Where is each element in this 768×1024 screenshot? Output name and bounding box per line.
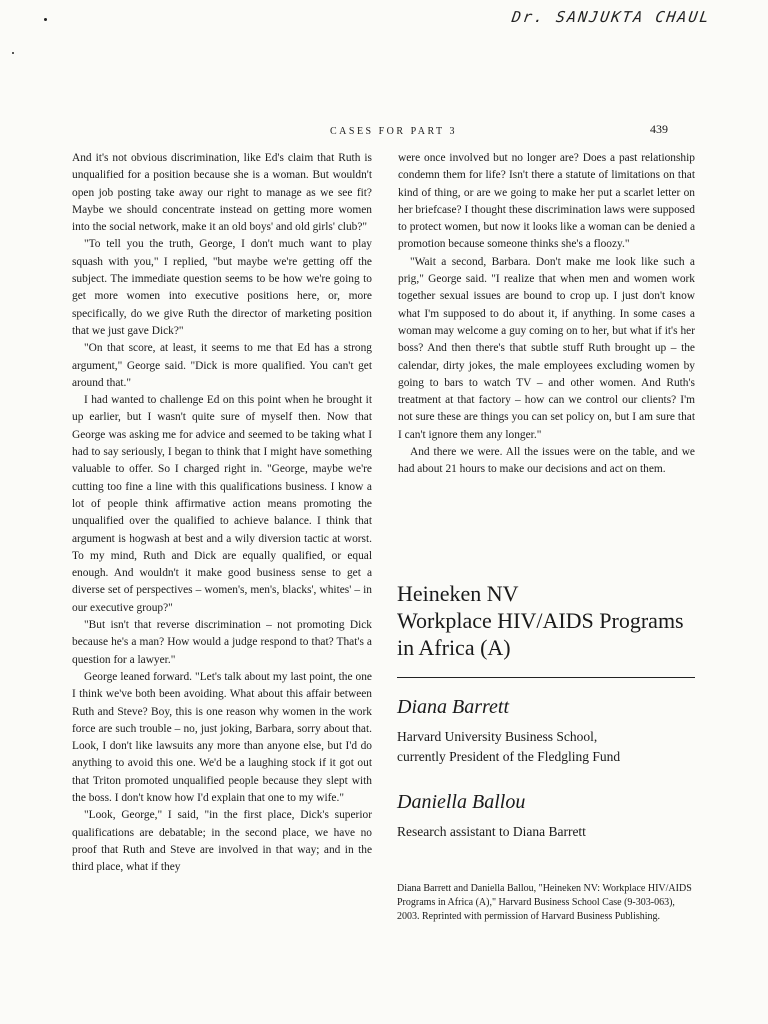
case-heading-block xyxy=(397,580,697,924)
paragraph: "But isn't that reverse discrimination – not promoting Dick because he's a man? How would a judge respond to that? That's a question for a lawyer." xyxy=(72,619,372,666)
paragraph: I had wanted to challenge Ed on this point when he brought it up earlier, but I wasn't quite sure of myself then. Now that George was asking me for advice and seemed to be taking what I had to say seriously, I began to think that I might have something valuable to offer. So I charged right in. "George, maybe we're cutting too fine a line with this qualifications business. I know a lot of people think affirmative action means promoting the unqualified over the qualified to achieve balance. I think that argument is hogwash at best and a wily diversion tactic at worst. To my mind, Ruth and Dick are equally qualified, or equal enough. And wouldn't it make good business sense to get a diverse set of perspectives – women's, men's, blacks', whites' – in our executive group?" xyxy=(72,394,372,614)
author-name: Diana Barrett xyxy=(397,696,510,718)
case-title-line: Workplace HIV/AIDS Programs xyxy=(397,608,684,633)
paragraph: George leaned forward. "Let's talk about my last point, the one I think we've both been avoiding. What about this affair between Ruth and Steve? Boy, this is one reason why women in the work force are such trouble – no, just joking, Barbara, sorry about that. Look, I don't like lawsuits any more than anyone else, but I'd do anything to avoid this one. We'd be a laughing stock if it got out that Triton promoted unqualified people because they slept with the boss. I don't know how I'd explain that one to my wife." xyxy=(72,670,372,804)
author-affiliation xyxy=(397,727,697,767)
paragraph: "Look, George," I said, "in the first place, Dick's superior qualifications are debatable; in the second place, we have no proof that Ruth and Steve are involved in that way; and in the third place, what if they xyxy=(72,809,372,874)
case-title-line: in Africa (A) xyxy=(397,635,511,660)
divider-rule xyxy=(397,677,695,678)
handwritten-note: Dr. SANJUKTA CHAUL xyxy=(510,8,712,26)
author-name: Daniella Ballou xyxy=(397,791,526,813)
case-title xyxy=(397,580,697,661)
paragraph: And it's not obvious discrimination, like Ed's claim that Ruth is unqualified for a position because she is a woman. But wouldn't open job posting take away our right to manage as we see fit? Maybe we should concentrate instead on getting more women into the social network, make it an old boys' and old girls' club?" xyxy=(72,152,372,234)
paragraph: "On that score, at least, it seems to me that Ed has a strong argument," George said. "Dick is more qualified. You can't get around that." xyxy=(72,342,372,389)
scan-speck xyxy=(44,18,47,21)
case-title-line: Heineken NV xyxy=(397,581,519,606)
reprint-credit: Diana Barrett and Daniella Ballou, "Heineken NV: Workplace HIV/AIDS Programs in Africa (A)," Harvard Business School Case (9-303-063), 2003. Reprinted with permission of Harvard Business Publishing. xyxy=(397,883,692,922)
scan-speck xyxy=(12,52,14,54)
paragraph: "To tell you the truth, George, I don't much want to play squash with you," I replied, "but maybe we're getting off the subject. The immediate question seems to be how we're going to get more women into executive positions here, or, more specifically, do we give Ruth the director of marketing position that we just gave Dick?" xyxy=(72,238,372,337)
paragraph: "Wait a second, Barbara. Don't make me look like such a prig," George said. "I realize that when men and women work together sexual issues are bound to crop up. I just don't know what I'm supposed to do about it, if anything. In some cases a woman may welcome a guy coming on to her, but what if it's her boss? And then there's that subtle stuff Ruth brought up – the calendar, dirty jokes, the male employees excluding women by going to bars to watch TV – and other women. And Ruth's treatment at that factory – how can we control our clients? I'm not sure these are things you can set policy on, but I am sure that I can't ignore them any longer." xyxy=(398,255,695,441)
page-number: 439 xyxy=(650,122,668,136)
paragraph: were once involved but no longer are? Does a past relationship condemn them for life? Isn't there a statute of limitations on that kind of thing, or are we going to make her put a scarlet letter on her briefcase? I thought these discrimination laws were supposed to protect women, but now it looks like a woman can be denied a promotion because someone thinks she's a floozy." xyxy=(398,152,695,251)
affiliation-line: currently President of the Fledgling Fund xyxy=(397,749,621,764)
affiliation-line: Harvard University Business School, xyxy=(397,729,598,744)
right-column xyxy=(398,150,695,479)
running-head: CASES FOR PART 3 xyxy=(330,126,457,137)
paragraph: And there we were. All the issues were on the table, and we had about 21 hours to make our decisions and act on them. xyxy=(398,446,695,476)
author-affiliation: Research assistant to Diana Barrett xyxy=(397,824,586,839)
left-column xyxy=(72,150,372,876)
